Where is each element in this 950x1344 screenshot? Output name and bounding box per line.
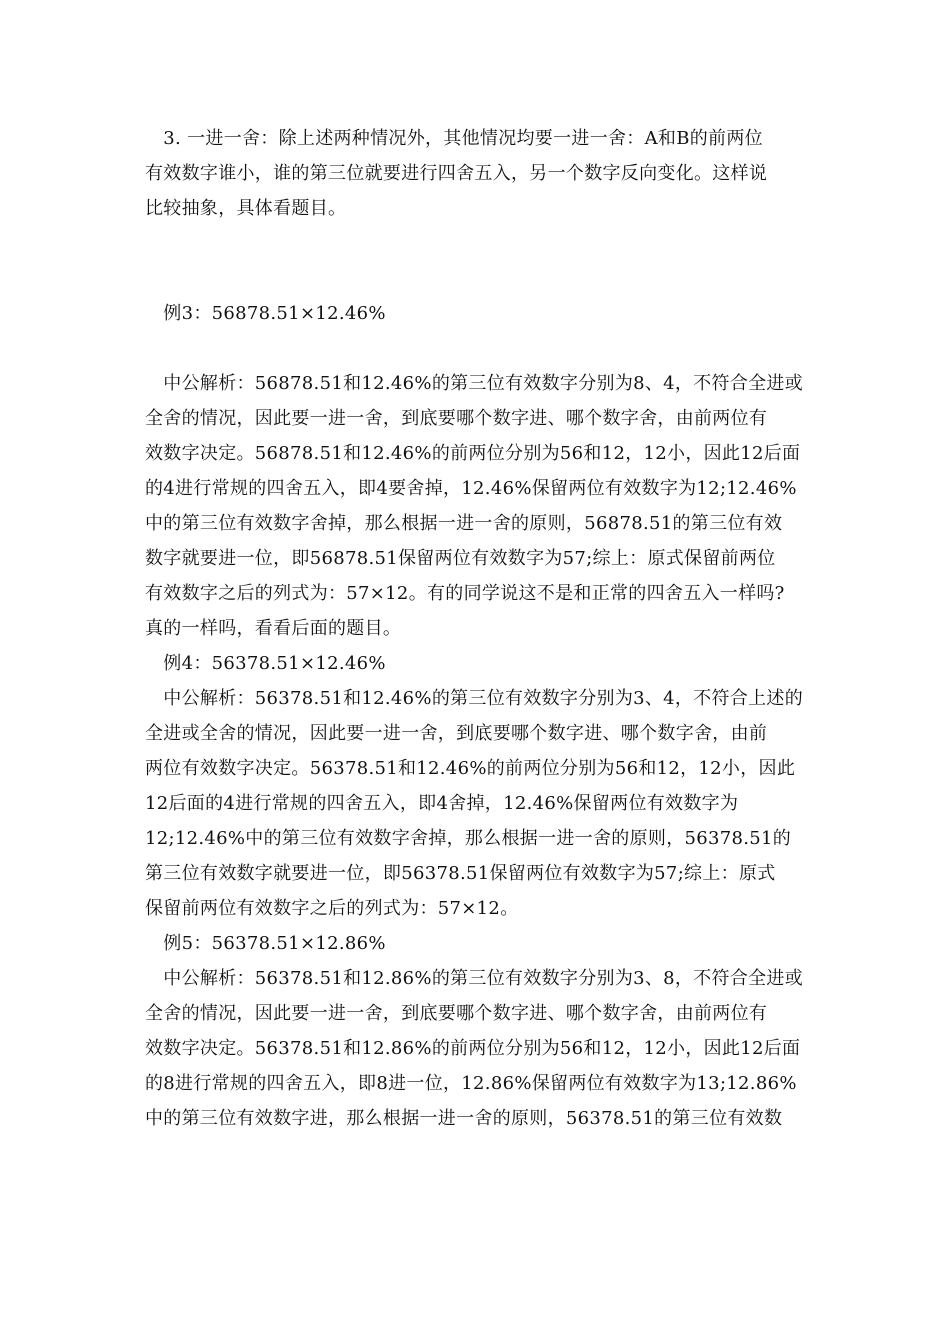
rule-3-line-1: 3. 一进一舍：除上述两种情况外，其他情况均要一进一舍：A和B的前两位	[145, 128, 763, 149]
example-3-analysis-line-7: 有效数字之后的列式为：57×12。有的同学说这不是和正常的四舍五入一样吗?	[145, 583, 785, 604]
example-4-analysis-line-1: 中公解析：56378.51和12.46%的第三位有效数字分别为3、4，不符合上述的	[145, 688, 804, 709]
example-4-analysis-line-4: 12后面的4进行常规的四舍五入，即4舍掉，12.46%保留两位有效数字为	[145, 793, 739, 814]
example-4-analysis-line-5: 12;12.46%中的第三位有效数字舍掉，那么根据一进一舍的原则，56378.51的	[145, 828, 792, 849]
example-3-analysis-line-4: 的4进行常规的四舍五入，即4要舍掉，12.46%保留两位有效数字为12;12.46%	[145, 478, 797, 499]
rule-3-line-3: 比较抽象，具体看题目。	[145, 198, 347, 219]
example-4-analysis-line-6: 第三位有效数字就要进一位，即56378.51保留两位有效数字为57;综上：原式	[145, 863, 776, 884]
example-3-analysis-line-1: 中公解析：56878.51和12.46%的第三位有效数字分别为8、4，不符合全进或	[145, 373, 804, 394]
example-3-analysis-line-6: 数字就要进一位，即56878.51保留两位有效数字为57;综上：原式保留前两位	[145, 548, 776, 569]
example-5-analysis-line-1: 中公解析：56378.51和12.86%的第三位有效数字分别为3、8，不符合全进或	[145, 968, 804, 989]
example-5-analysis-line-4: 的8进行常规的四舍五入，即8进一位，12.86%保留两位有效数字为13;12.86%	[145, 1073, 797, 1094]
example-3-heading: 例3：56878.51×12.46%	[145, 303, 386, 324]
example-5-analysis-line-5: 中的第三位有效数字进，那么根据一进一舍的原则，56378.51的第三位有效数	[145, 1108, 783, 1129]
example-3-analysis-line-5: 中的第三位有效数字舍掉，那么根据一进一舍的原则，56878.51的第三位有效	[145, 513, 783, 534]
example-4-analysis-line-3: 两位有效数字决定。56378.51和12.46%的前两位分别为56和12，12小，因此	[145, 758, 796, 779]
example-5-analysis-line-2: 全舍的情况，因此要一进一舍，到底要哪个数字进、哪个数字舍，由前两位有	[145, 1003, 768, 1024]
example-5-analysis-line-3: 效数字决定。56378.51和12.86%的前两位分别为56和12，12小，因此12后面	[145, 1038, 801, 1059]
example-3-analysis-line-8: 真的一样吗，看看后面的题目。	[145, 618, 402, 639]
rule-3-line-2: 有效数字谁小，谁的第三位就要进行四舍五入，另一个数字反向变化。这样说	[145, 163, 768, 184]
example-4-analysis-line-2: 全进或全舍的情况，因此要一进一舍，到底要哪个数字进、哪个数字舍，由前	[145, 723, 768, 744]
example-4-analysis-line-7: 保留前两位有效数字之后的列式为：57×12。	[145, 898, 519, 919]
example-4-heading: 例4：56378.51×12.46%	[145, 653, 386, 674]
example-3-analysis-line-2: 全舍的情况，因此要一进一舍，到底要哪个数字进、哪个数字舍，由前两位有	[145, 408, 768, 429]
example-5-heading: 例5：56378.51×12.86%	[145, 933, 386, 954]
example-3-analysis-line-3: 效数字决定。56878.51和12.46%的前两位分别为56和12，12小，因此12后面	[145, 443, 801, 464]
